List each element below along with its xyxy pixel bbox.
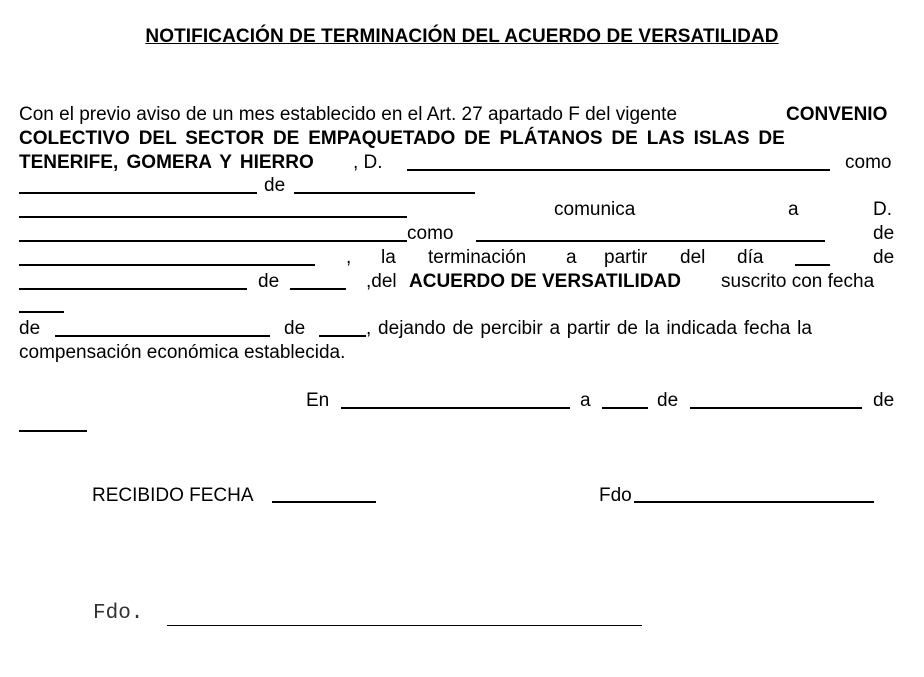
- day-blank[interactable]: [795, 264, 830, 266]
- dia-text: día: [737, 247, 764, 268]
- intro-text: Con el previo aviso de un mes establecido en el Art. 27 apartado F del vigente: [19, 104, 678, 125]
- de-text: de: [264, 175, 286, 196]
- terminacion-text: terminación: [428, 247, 527, 268]
- convenio-text-1: CONVENIO: [786, 104, 888, 125]
- sign-year-blank[interactable]: [19, 430, 87, 432]
- de-text-8: de: [873, 390, 895, 411]
- partir-text: partir: [604, 247, 648, 268]
- position-blank[interactable]: [19, 192, 257, 194]
- fdo-label: Fdo: [599, 485, 632, 506]
- como-text-2: como: [407, 223, 454, 244]
- signature-blank-2[interactable]: [167, 625, 642, 626]
- de-text-3: de: [873, 247, 895, 268]
- de-text-7: de: [657, 390, 679, 411]
- sign-month-blank[interactable]: [690, 407, 862, 409]
- recipient-blank[interactable]: [19, 240, 407, 242]
- a-text: a: [788, 199, 799, 220]
- suscrito-text: suscrito con fecha: [721, 271, 875, 292]
- company-name-blank[interactable]: [19, 216, 407, 218]
- agreement-year-blank[interactable]: [319, 335, 366, 337]
- sign-day-blank[interactable]: [602, 407, 648, 409]
- a-text-3: a: [580, 390, 591, 411]
- month-blank[interactable]: [19, 288, 247, 290]
- en-text: En: [306, 390, 330, 411]
- de-text-4: de: [258, 271, 280, 292]
- recipient-company-blank[interactable]: [19, 264, 315, 266]
- company-blank[interactable]: [294, 192, 475, 194]
- agreement-day-blank[interactable]: [19, 311, 64, 313]
- signature-blank[interactable]: [634, 501, 874, 503]
- dejando-text: , dejando de percibir a partir de la indicada fecha la: [366, 318, 812, 339]
- de-text-5: de: [19, 318, 41, 339]
- de-text-6: de: [284, 318, 306, 339]
- del-text: del: [680, 247, 706, 268]
- name-blank[interactable]: [407, 169, 830, 171]
- fdo-label-2: Fdo.: [93, 602, 144, 625]
- convenio-text-3: TENERIFE, GOMERA Y HIERRO: [19, 152, 314, 173]
- received-date-blank[interactable]: [272, 501, 376, 503]
- del-acuerdo-text: ,del: [366, 271, 397, 292]
- comunica-text: comunica: [554, 199, 636, 220]
- d-text: D.: [873, 199, 892, 220]
- place-blank[interactable]: [341, 407, 570, 409]
- la-text: la: [381, 247, 396, 268]
- recibido-label: RECIBIDO FECHA: [92, 485, 254, 506]
- document-title: NOTIFICACIÓN DE TERMINACIÓN DEL ACUERDO DE VERSATILIDAD: [145, 26, 779, 47]
- recipient-position-blank[interactable]: [476, 240, 825, 242]
- agreement-month-blank[interactable]: [55, 335, 270, 337]
- como-text: como: [845, 152, 892, 173]
- year-blank[interactable]: [290, 288, 346, 290]
- comma-d-text: , D.: [353, 152, 383, 173]
- compensacion-text: compensación económica establecida.: [19, 342, 346, 363]
- acuerdo-text: ACUERDO DE VERSATILIDAD: [409, 271, 681, 292]
- a-text-2: a: [566, 247, 577, 268]
- comma-text: ,: [346, 247, 352, 268]
- de-text-2: de: [873, 223, 895, 244]
- convenio-text-2: COLECTIVO DEL SECTOR DE EMPAQUETADO DE PLÁTANOS DE LAS ISLAS DE: [19, 128, 785, 149]
